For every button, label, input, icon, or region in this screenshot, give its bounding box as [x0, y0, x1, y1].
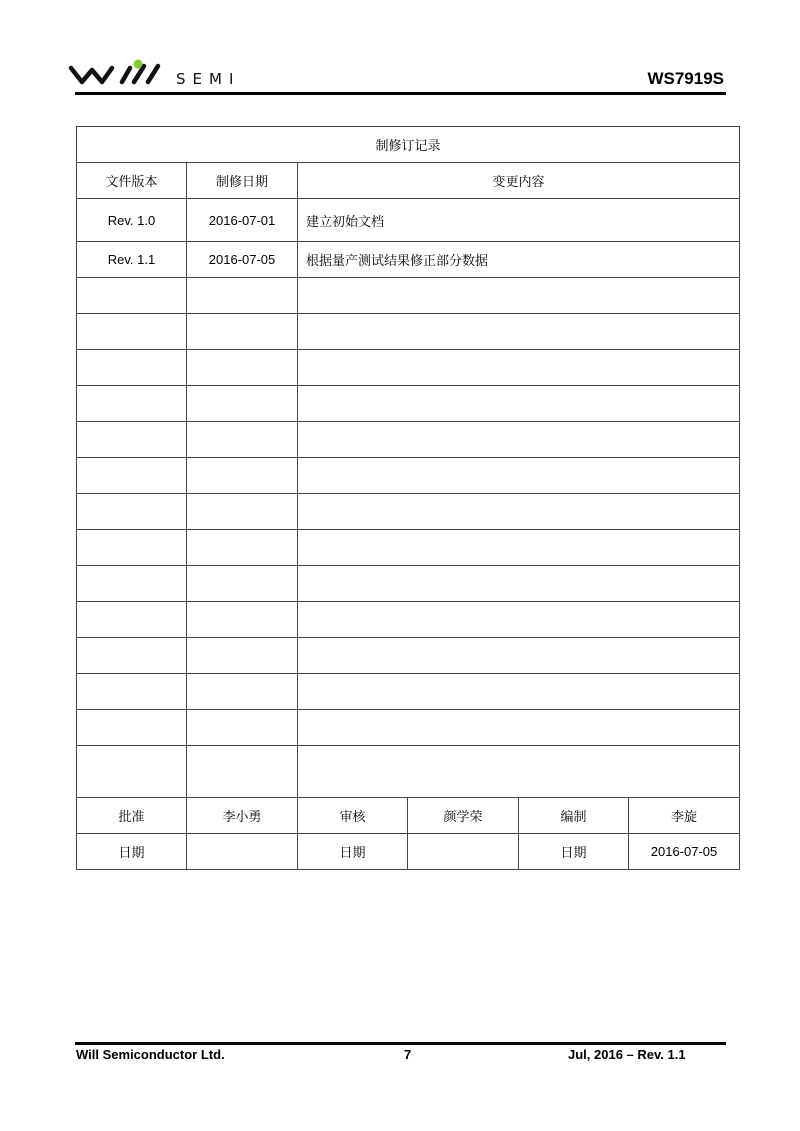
footer-company: Will Semiconductor Ltd. — [76, 1047, 225, 1062]
footer-divider — [75, 1042, 726, 1045]
empty-row — [77, 638, 740, 674]
header-date: 制修日期 — [187, 163, 298, 199]
approver-name: 李小勇 — [187, 798, 298, 834]
signoff-date-row — [77, 834, 740, 870]
author-label: 编制 — [519, 798, 629, 834]
author-name: 李旋 — [629, 798, 740, 834]
row-content: 建立初始文档 — [298, 199, 740, 242]
empty-row — [77, 566, 740, 602]
author-date-label: 日期 — [519, 834, 629, 870]
author-date: 2016-07-05 — [629, 834, 740, 870]
header-divider — [75, 92, 726, 95]
empty-row — [77, 314, 740, 350]
empty-row — [77, 602, 740, 638]
empty-row — [77, 278, 740, 314]
header-version: 文件版本 — [77, 163, 187, 199]
empty-row — [77, 350, 740, 386]
revision-record-table — [76, 126, 740, 870]
empty-row — [77, 674, 740, 710]
footer-date-revision: Jul, 2016 – Rev. 1.1 — [568, 1047, 686, 1062]
empty-row — [77, 386, 740, 422]
table-row — [77, 242, 740, 278]
empty-row — [77, 710, 740, 746]
row-content: 根据量产测试结果修正部分数据 — [298, 242, 740, 278]
document-code: WS7919S — [647, 69, 724, 88]
approve-label: 批准 — [77, 798, 187, 834]
header-content: 变更内容 — [298, 163, 740, 199]
empty-row — [77, 494, 740, 530]
logo-text: SEMI — [176, 70, 241, 88]
review-label: 审核 — [298, 798, 408, 834]
empty-row — [77, 422, 740, 458]
review-date-label: 日期 — [298, 834, 408, 870]
empty-row — [77, 530, 740, 566]
row-date: 2016-07-01 — [187, 199, 298, 242]
approve-date — [187, 834, 298, 870]
reviewer-name: 颜学荣 — [408, 798, 519, 834]
approve-date-label: 日期 — [77, 834, 187, 870]
signoff-row — [77, 798, 740, 834]
table-row — [77, 199, 740, 242]
row-version: Rev. 1.0 — [77, 199, 187, 242]
footer-page-number: 7 — [404, 1047, 412, 1062]
row-version: Rev. 1.1 — [77, 242, 187, 278]
row-date: 2016-07-05 — [187, 242, 298, 278]
table-title: 制修订记录 — [77, 127, 740, 163]
logo-dot-icon — [134, 60, 143, 69]
review-date — [408, 834, 519, 870]
empty-row — [77, 458, 740, 494]
empty-row — [77, 746, 740, 798]
